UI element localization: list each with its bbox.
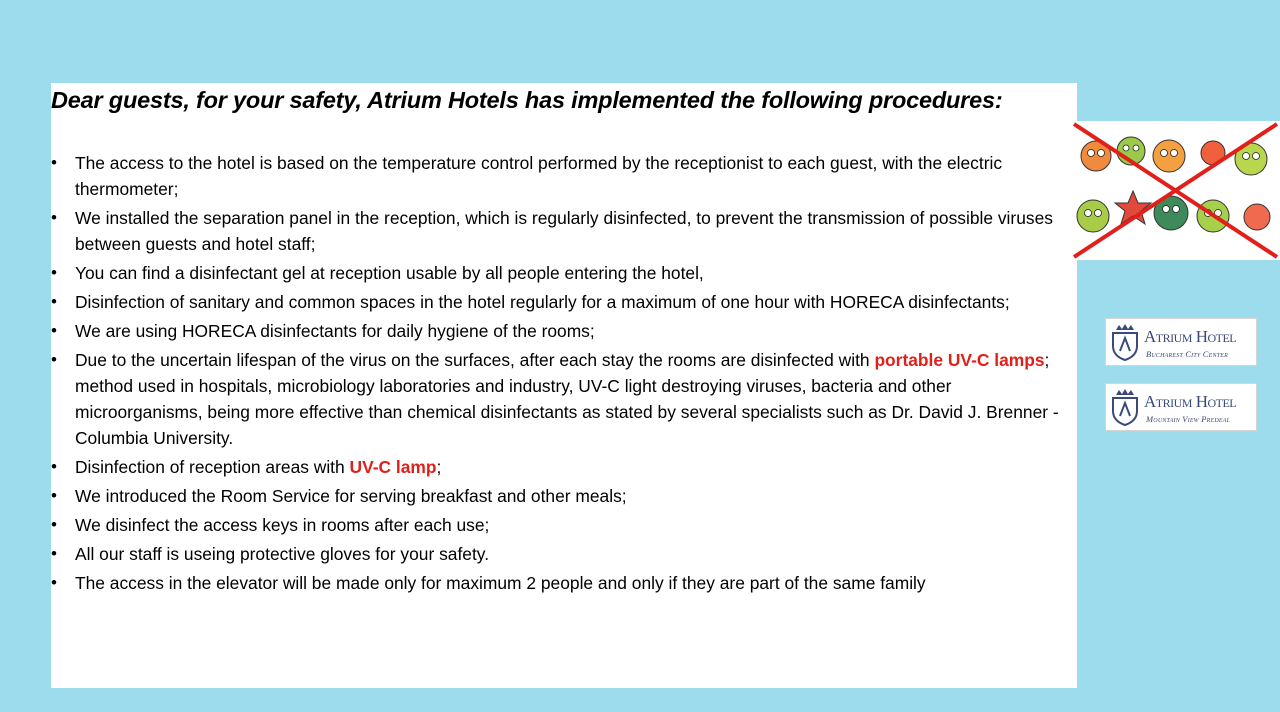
item-text-after: ; [436,457,442,477]
list-item [51,318,1077,344]
item-text: We installed the separation panel in the reception, which is regularly disinfected, to prevent the transmission of possible viruses between guests and hotel staff; [75,208,1053,254]
item-text: We disinfect the access keys in rooms after each use; [75,515,490,535]
virus-illustration [1071,121,1280,260]
notice-heading: Dear guests, for your safety, Atrium Hotels has implemented the following procedures: [51,87,1003,113]
list-item [51,150,1077,202]
item-text-before: Disinfection of reception areas with [75,457,350,477]
list-item [51,454,1077,480]
item-text-before: Due to the uncertain lifespan of the virus on the surfaces, after each stay the rooms are disinfected with [75,350,875,370]
crown-shield-crest-icon [1110,322,1140,362]
list-item [51,260,1077,286]
item-text: Disinfection of sanitary and common spaces in the hotel regularly for a maximum of one hour with HORECA disinfectants; [75,292,1010,312]
atrium-hotel-bucharest-logo [1105,318,1257,366]
logo-name: Atrium Hotel [1144,392,1237,411]
crossed-out-viruses-icon [1071,121,1280,260]
item-text: You can find a disinfectant gel at reception usable by all people entering the hotel, [75,263,704,283]
item-text: We introduced the Room Service for serving breakfast and other meals; [75,486,627,506]
notice-panel [51,83,1077,688]
logo-name: Atrium Hotel [1144,327,1237,346]
highlight-uvc-lamp: UV-C lamp [349,457,437,477]
crown-shield-crest-icon [1110,387,1140,427]
item-text: We are using HORECA disinfectants for daily hygiene of the rooms; [75,321,595,341]
logo-location: Bucharest City Center [1146,349,1228,359]
procedures-list [51,150,1077,599]
list-item [51,483,1077,509]
list-item [51,541,1077,567]
item-text: The access to the hotel is based on the temperature control performed by the receptionist to each guest, with the electric thermometer; [75,153,1003,199]
highlight-portable-uvc-lamps: portable UV-C lamps [874,350,1045,370]
logo-location: Mountain View Predeal [1146,414,1231,424]
list-item [51,512,1077,538]
list-item [51,205,1077,257]
item-text: The access in the elevator will be made only for maximum 2 people and only if they are part of the same family [75,573,926,593]
list-item [51,570,1077,596]
list-item [51,347,1077,451]
list-item [51,289,1077,315]
atrium-hotel-predeal-logo [1105,383,1257,431]
item-text-after: ; method used in hospitals, microbiology laboratories and industry, UV-C light destroying viruses, bacteria and other microorganisms, being more effective than chemical disinfectants as stated by several specialists such as Dr. David J. Brenner - Columbia University. [75,350,1059,448]
item-text: All our staff is useing protective gloves for your safety. [75,544,490,564]
